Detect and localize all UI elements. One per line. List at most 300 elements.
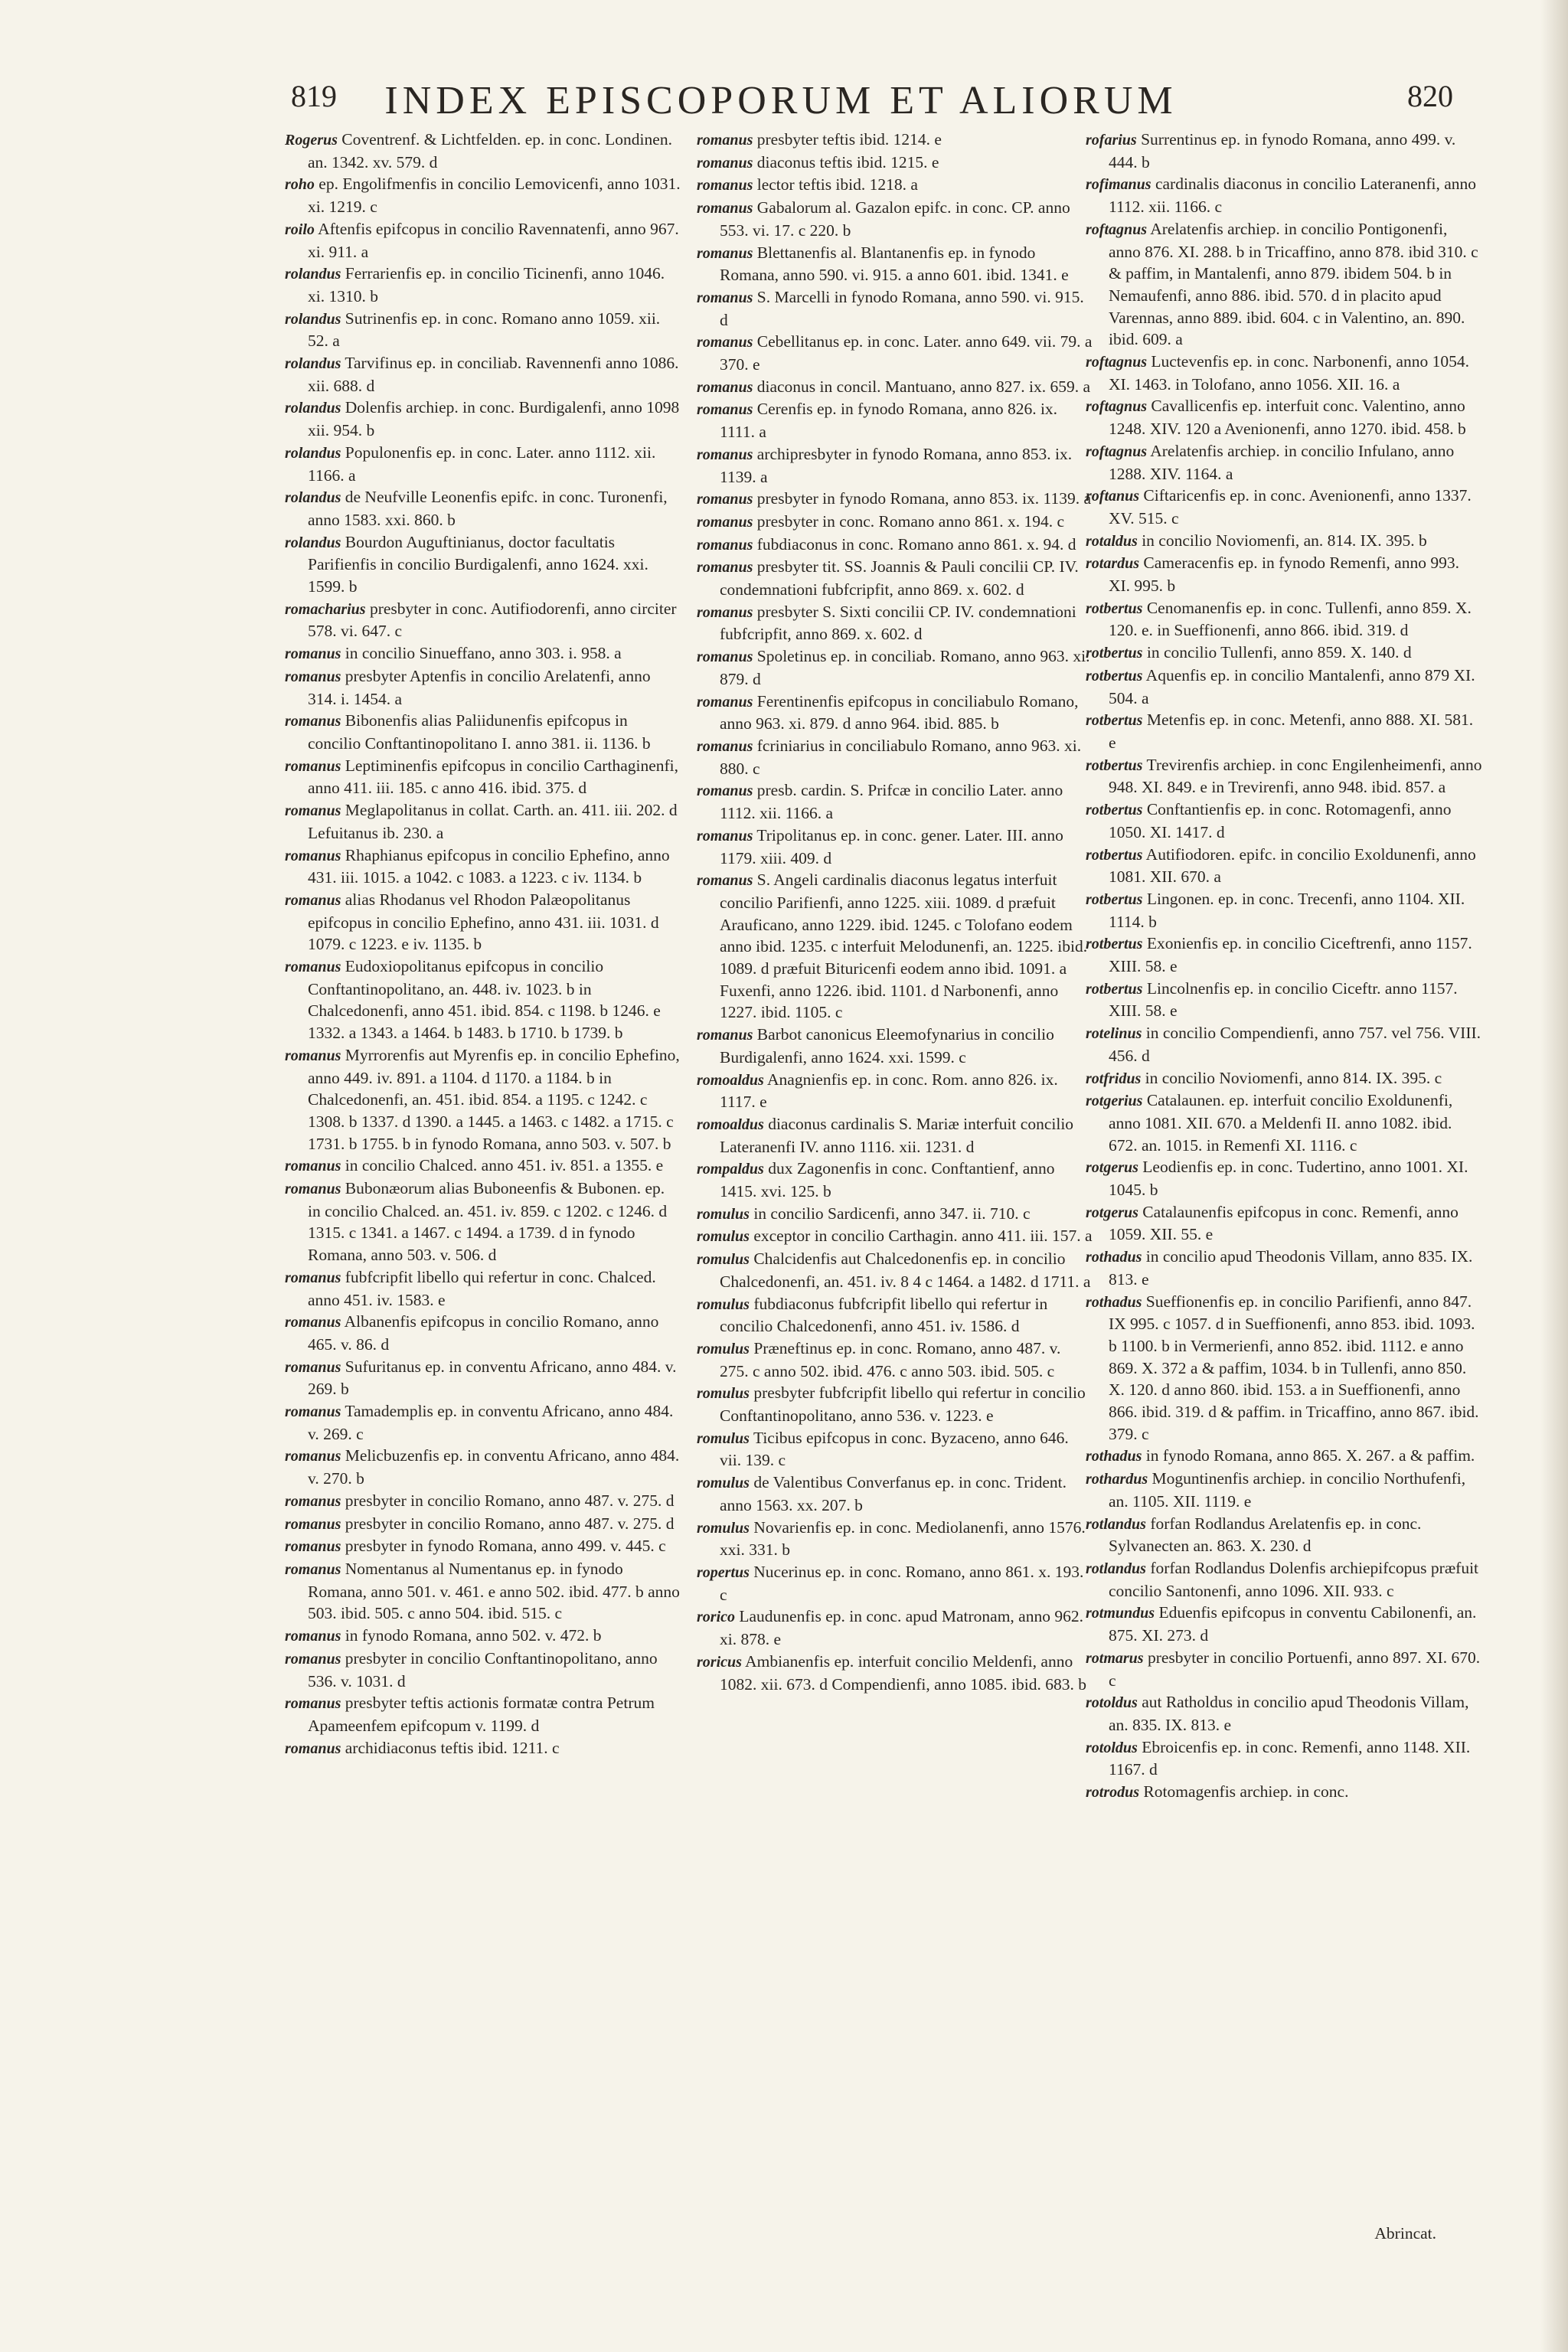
entry-text: alias Rhodanus vel Rhodon Palæopolitanus epifcopus in concilio Ephefino, anno 431. iii. 1031. d 1079. c 1223. e iv. 1135. b (308, 890, 659, 954)
entry-headword: rolandus (285, 444, 341, 462)
index-entry (285, 486, 681, 531)
entry-headword: romanus (285, 1515, 341, 1533)
entry-text: exceptor in concilio Carthagin. anno 411. iii. 157. a (753, 1227, 1093, 1246)
running-header: INDEX EPISCOPORUM ET ALIORUM (384, 79, 1178, 122)
index-entry (285, 956, 681, 1044)
index-entry (697, 1338, 1093, 1382)
entry-headword: romanus (285, 1158, 341, 1175)
index-entry (285, 598, 681, 642)
index-entry (1086, 552, 1482, 596)
entry-headword: romanus (697, 536, 753, 554)
entry-text: Ticibus epifcopus in conc. Byzaceno, anno 646. vii. 139. c (720, 1428, 1069, 1470)
entry-text: S. Angeli cardinalis diaconus legatus interfuit concilio Parifienfi, anno 1225. xiii. 1089. d præfuit Arauficano, anno 1229. ibid. 1245. c Tolofano eodem anno ibid. 1235. c interfuit Melodunenfi, an. 1225. ibid. 1089. d præfuit Bituricenfi eodem anno ibid. 1091. a Fuxenfi, anno 1226. ibid. 1101. d Narbonenfi, anno 1227. ibid. 1105. c (720, 871, 1088, 1022)
entry-headword: romanus (697, 177, 753, 194)
index-entry (1086, 1602, 1482, 1646)
index-entry (285, 397, 681, 441)
entry-headword: roftanus (1086, 488, 1140, 505)
entry-headword: romulus (697, 1205, 750, 1223)
entry-headword: romoaldus (697, 1116, 764, 1133)
index-entry (285, 1155, 681, 1178)
entry-headword: romanus (285, 802, 341, 820)
index-entry (285, 1445, 681, 1489)
entry-headword: rolandus (285, 534, 341, 551)
index-column-2 (697, 129, 1093, 1695)
index-entry (697, 1293, 1093, 1338)
index-entry (285, 1535, 681, 1558)
entry-headword: rotbertus (1086, 599, 1143, 617)
entry-headword: ropertus (697, 1564, 750, 1581)
entry-text: S. Marcelli in fynodo Romana, anno 590. vi. 915. d (720, 287, 1084, 329)
entry-text: Cenomanenfis ep. in conc. Tullenfi, anno 859. X. 120. e. in Sueffionenfi, anno 866. ibid. 319. d (1109, 598, 1472, 640)
entry-headword: rotgerus (1086, 1159, 1138, 1177)
entry-headword: romanus (697, 603, 753, 621)
index-entry (1086, 1089, 1482, 1156)
entry-text: Nucerinus ep. in conc. Romano, anno 861. x. 193. c (720, 1563, 1084, 1604)
entry-headword: romanus (285, 1448, 341, 1465)
index-entry (697, 197, 1093, 241)
index-entry (697, 735, 1093, 779)
index-entry (1086, 978, 1482, 1022)
index-entry (1086, 754, 1482, 799)
entry-text: Metenfis ep. in conc. Metenfi, anno 888. XI. 581. e (1109, 710, 1474, 752)
entry-text: presbyter in concilio Conftantinopolitano, anno 536. v. 1031. d (308, 1648, 658, 1690)
entry-text: presbyter in concilio Portuenfi, anno 897. XI. 670. c (1109, 1648, 1481, 1690)
index-column-3 (1086, 129, 1482, 1804)
entry-text: Nomentanus al Numentanus ep. in fynodo Romana, anno 501. v. 461. e anno 502. ibid. 477. b anno 503. ibid. 505. c anno 504. ibid. 515. c (308, 1560, 680, 1623)
index-entry (1086, 1736, 1482, 1781)
entry-headword: romanus (285, 645, 341, 663)
index-entry (285, 263, 681, 307)
index-entry (1086, 1513, 1482, 1557)
index-entry (285, 352, 681, 397)
entry-headword: romanus (697, 132, 753, 149)
entry-headword: rotgerius (1086, 1093, 1143, 1110)
entry-text: dux Zagonenfis in conc. Conftantienf, anno 1415. xvi. 125. b (720, 1159, 1055, 1201)
entry-headword: romanus (285, 668, 341, 685)
entry-text: Spoletinus ep. in conciliab. Romano, anno 963. xi. 879. d (720, 647, 1090, 688)
index-entry (697, 1113, 1093, 1158)
index-entry (285, 129, 681, 173)
entry-text: Leodienfis ep. in conc. Tudertino, anno 1001. XI. 1045. b (1109, 1158, 1468, 1200)
index-entry (697, 1248, 1093, 1292)
entry-text: fcriniarius in conciliabulo Romano, anno 963. xi. 880. c (720, 736, 1082, 778)
index-entry (1086, 530, 1482, 553)
index-entry (1086, 395, 1482, 439)
index-entry (697, 488, 1093, 511)
index-entry (285, 1356, 681, 1400)
entry-headword: romanus (285, 1561, 341, 1578)
entry-text: Luctevenfis ep. in conc. Narbonenfi, anno 1054. XI. 1463. in Tolofano, anno 1056. XII. 16. a (1109, 352, 1469, 394)
entry-headword: rotrodus (1086, 1784, 1140, 1802)
entry-text: Coventrenf. & Lichtfelden. ep. in conc. Londinen. an. 1342. xv. 579. d (308, 130, 672, 172)
entry-headword: romanus (697, 559, 753, 577)
index-entry (285, 799, 681, 844)
entry-text: Cerenfis ep. in fynodo Romana, anno 826. ix. 1111. a (720, 400, 1058, 442)
index-entry (697, 242, 1093, 286)
entry-text: Eduenfis epifcopus in conventu Cabilonenfi, an. 875. XI. 273. d (1109, 1603, 1477, 1645)
entry-headword: roricus (697, 1653, 742, 1671)
index-entry (697, 1382, 1093, 1426)
entry-headword: rolandus (285, 400, 341, 417)
index-entry (1086, 1781, 1482, 1804)
entry-headword: romanus (697, 737, 753, 755)
entry-headword: romanus (285, 757, 341, 775)
index-entry (697, 1472, 1093, 1516)
page-edge (1540, 0, 1568, 2352)
entry-headword: romanus (285, 1403, 341, 1421)
entry-headword: rotardus (1086, 555, 1140, 573)
entry-text: in concilio Sardicenfi, anno 347. ii. 710. c (753, 1204, 1031, 1223)
entry-text: fubfcripfit libello qui refertur in conc. Chalced. anno 451. iv. 1583. e (308, 1267, 656, 1309)
index-entry (697, 1651, 1093, 1695)
entry-text: aut Ratholdus in concilio apud Theodonis Villam, an. 835. IX. 813. e (1109, 1693, 1469, 1734)
entry-headword: rotbertus (1086, 756, 1143, 774)
entry-headword: romanus (285, 1650, 341, 1668)
entry-text: presbyter tit. SS. Joannis & Pauli concilii CP. IV. condemnationi fubfcripfit, anno 869. x. 602. d (720, 557, 1079, 599)
index-entry (697, 601, 1093, 645)
entry-headword: rotlandus (1086, 1560, 1146, 1577)
index-entry (697, 129, 1093, 152)
entry-headword: romanus (697, 200, 753, 217)
entry-headword: rotbertus (1086, 890, 1143, 908)
index-entry (697, 556, 1093, 600)
entry-headword: romanus (285, 1314, 341, 1331)
entry-text: Ambianenfis ep. interfuit concilio Meldenfi, anno 1082. xii. 673. d Compendienfi, anno 1085. ibid. 683. b (720, 1651, 1086, 1694)
entry-text: Anagnienfis ep. in conc. Rom. anno 826. ix. 1117. e (720, 1070, 1058, 1112)
entry-text: cardinalis diaconus in concilio Lateranenfi, anno 1112. xii. 1166. c (1109, 175, 1477, 217)
index-entry (697, 645, 1093, 690)
left-page-number: 819 (291, 79, 337, 113)
entry-headword: roftagnus (1086, 443, 1148, 460)
entry-text: lector teftis ibid. 1218. a (756, 175, 918, 194)
index-entry (285, 308, 681, 352)
entry-text: Meglapolitanus in collat. Carth. an. 411. iii. 202. d Lefuitanus ib. 230. a (308, 801, 678, 842)
entry-headword: rorico (697, 1609, 735, 1626)
entry-headword: rompaldus (697, 1161, 764, 1178)
index-entry (1086, 1246, 1482, 1290)
entry-headword: romanus (697, 491, 753, 508)
index-entry (1086, 1201, 1482, 1246)
entry-headword: roftagnus (1086, 220, 1148, 238)
entry-headword: rolandus (285, 355, 341, 373)
entry-text: in fynodo Romana, anno 865. X. 267. a & paffim. (1145, 1446, 1475, 1465)
entry-text: diaconus cardinalis S. Mariæ interfuit concilio Lateranenfi IV. anno 1116. xii. 1231. d (720, 1114, 1074, 1156)
entry-headword: romulus (697, 1251, 750, 1269)
entry-text: presbyter in conc. Romano anno 861. x. 194. c (756, 511, 1064, 531)
entry-headword: rotoldus (1086, 1739, 1138, 1756)
entry-text: in concilio Tullenfi, anno 859. X. 140. d (1146, 643, 1412, 662)
entry-text: Tarvifinus ep. in conciliab. Ravennenfi anno 1086. xii. 688. d (308, 354, 679, 395)
index-entry (1086, 799, 1482, 843)
index-entry (285, 173, 681, 217)
entry-headword: roho (285, 176, 315, 194)
entry-headword: romanus (285, 1740, 341, 1757)
index-entry (1086, 129, 1482, 173)
entry-text: Ferentinenfis epifcopus in conciliabulo Romano, anno 963. xi. 879. d anno 964. ibid. 885. b (720, 691, 1079, 733)
entry-headword: rotbertus (1086, 980, 1143, 998)
entry-text: Cebellitanus ep. in conc. Later. anno 649. vii. 79. a 370. e (720, 332, 1093, 374)
index-entry (697, 1225, 1093, 1248)
entry-headword: rotbertus (1086, 712, 1143, 730)
index-entry (1086, 485, 1482, 529)
index-entry (1086, 933, 1482, 977)
entry-headword: romulus (697, 1385, 750, 1403)
entry-text: Blettanenfis al. Blantanenfis ep. in fynodo Romana, anno 590. vi. 915. a anno 601. ibid. 1341. e (720, 243, 1069, 285)
entry-text: Lingonen. ep. in conc. Trecenfi, anno 1104. XII. 1114. b (1109, 889, 1465, 931)
index-entry (1086, 1445, 1482, 1468)
index-entry (697, 1517, 1093, 1561)
index-entry (285, 755, 681, 799)
index-entry (1086, 709, 1482, 753)
index-entry (1086, 1647, 1482, 1691)
entry-text: Lincolnenfis ep. in concilio Ciceftr. anno 1157. XIII. 58. e (1109, 978, 1458, 1021)
index-entry (1086, 888, 1482, 933)
entry-text: Laudunenfis ep. in conc. apud Matronam, anno 962. xi. 878. e (720, 1607, 1083, 1649)
index-entry (697, 1561, 1093, 1606)
entry-text: Gabalorum al. Gazalon epifc. in conc. CP. anno 553. vi. 17. c 220. b (720, 198, 1070, 240)
index-entry (285, 442, 681, 486)
entry-text: presb. cardin. S. Prifcæ in concilio Later. anno 1112. xii. 1166. a (720, 781, 1063, 823)
entry-text: Sufuritanus ep. in conventu Africano, anno 484. v. 269. b (308, 1357, 677, 1399)
entry-headword: roftagnus (1086, 354, 1148, 371)
entry-text: Rotomagenfis archiep. in conc. (1143, 1782, 1349, 1802)
entry-headword: rofimanus (1086, 176, 1152, 194)
index-entry (697, 331, 1093, 375)
entry-text: diaconus in concil. Mantuano, anno 827. ix. 659. a (756, 377, 1091, 396)
entry-headword: romulus (697, 1295, 750, 1313)
entry-headword: rothardus (1086, 1471, 1148, 1488)
index-entry (285, 1490, 681, 1513)
entry-text: presbyter in fynodo Romana, anno 853. ix. 1139. a (756, 489, 1092, 508)
entry-text: presbyter in concilio Romano, anno 487. v. 275. d (345, 1514, 675, 1533)
index-entry (285, 1044, 681, 1155)
index-entry (697, 286, 1093, 331)
entry-text: in concilio Sinueffano, anno 303. i. 958. a (345, 644, 622, 663)
entry-text: Melicbuzenfis ep. in conventu Africano, anno 484. v. 270. b (308, 1446, 680, 1488)
index-entry (1086, 1067, 1482, 1090)
entry-headword: romanus (285, 1047, 341, 1064)
index-entry (285, 1178, 681, 1266)
entry-headword: romanus (697, 334, 753, 351)
entry-headword: Rogerus (285, 132, 338, 149)
index-entry (285, 218, 681, 263)
entry-text: archidiaconus teftis ibid. 1211. c (345, 1738, 560, 1757)
index-entry (1086, 173, 1482, 217)
index-entry (1086, 1156, 1482, 1200)
entry-headword: romanus (697, 827, 753, 844)
entry-text: Aquenfis ep. in concilio Mantalenfi, anno 879 XI. 504. a (1109, 665, 1475, 707)
entry-text: Arelatenfis archiep. in concilio Pontigonenfi, anno 876. XI. 288. b in Tricaffino, anno 878. ibid 310. c & paffim, in Mantalenfi, anno 879. ibidem 504. b in Nemaufenfi, anno 886. ibid. 570. d in placito apud Varennas, anno 889. ibid. 604. c in Valentino, an. 890. ibid. 609. a (1109, 219, 1478, 349)
index-entry (285, 1400, 681, 1445)
index-entry (285, 844, 681, 889)
entry-headword: romanus (285, 847, 341, 864)
entry-text: Catalaunen. ep. interfuit concilio Exoldunenfi, anno 1081. XII. 670. a Meldenfi II. anno 1082. ibid. 672. an. 1015. in Remenfi XI. 1116. c (1109, 1091, 1453, 1155)
entry-text: Tamademplis ep. in conventu Africano, anno 484. v. 269. c (308, 1402, 674, 1443)
entry-headword: romanus (697, 782, 753, 800)
index-entry (697, 174, 1093, 197)
entry-text: Aftenfis epifcopus in concilio Ravennatenfi, anno 967. xi. 911. a (308, 219, 679, 261)
index-entry (697, 152, 1093, 175)
entry-text: in concilio Noviomenfi, anno 814. IX. 395. c (1145, 1068, 1442, 1087)
index-entry (697, 534, 1093, 557)
entry-text: Tripolitanus ep. in conc. gener. Later. III. anno 1179. xiii. 409. d (720, 825, 1063, 867)
index-entry (285, 642, 681, 665)
entry-headword: rotbertus (1086, 846, 1143, 864)
catchword: Abrincat. (1374, 2224, 1436, 2243)
entry-headword: rothadus (1086, 1249, 1142, 1266)
entry-headword: rothadus (1086, 1293, 1142, 1311)
entry-headword: rotaldus (1086, 532, 1138, 550)
entry-text: Barbot canonicus Eleemofynarius in concilio Burdigalenfi, anno 1624. xxi. 1599. c (720, 1025, 1054, 1067)
entry-headword: romanus (697, 154, 753, 172)
entry-headword: rofarius (1086, 132, 1137, 149)
entry-text: Ebroicenfis ep. in conc. Remenfi, anno 1148. XII. 1167. d (1109, 1737, 1471, 1779)
entry-headword: romulus (697, 1519, 750, 1537)
entry-text: presbyter teftis actionis formatæ contra Petrum Apameenfem epifcopum v. 1199. d (308, 1694, 655, 1735)
index-entry (285, 1266, 681, 1311)
index-entry (285, 1625, 681, 1648)
entry-text: Leptiminenfis epifcopus in concilio Carthaginenfi, anno 411. iii. 185. c anno 416. ibid. 375. d (308, 756, 679, 798)
entry-headword: romanus (697, 289, 753, 306)
entry-text: Exonienfis ep. in concilio Ciceftrenfi, anno 1157. XIII. 58. e (1109, 934, 1472, 976)
entry-headword: romanus (697, 872, 753, 890)
entry-headword: rotbertus (1086, 936, 1143, 953)
entry-headword: romanus (285, 891, 341, 909)
entry-headword: romanus (697, 244, 753, 262)
entry-text: Surrentinus ep. in fynodo Romana, anno 499. v. 444. b (1109, 130, 1456, 172)
entry-text: fubdiaconus in conc. Romano anno 861. x. 94. d (756, 534, 1076, 554)
entry-headword: rotbertus (1086, 667, 1143, 684)
entry-headword: romanus (697, 401, 753, 419)
index-entry (1086, 665, 1482, 709)
entry-headword: romanus (285, 1181, 341, 1198)
entry-headword: romanus (285, 1358, 341, 1376)
index-entry (697, 779, 1093, 824)
index-entry (697, 1203, 1093, 1226)
entry-headword: rotbertus (1086, 645, 1143, 662)
index-entry (697, 1427, 1093, 1472)
entry-headword: romanus (285, 1695, 341, 1713)
entry-headword: rotoldus (1086, 1694, 1138, 1712)
entry-text: Populonenfis ep. in conc. Later. anno 1112. xii. 1166. a (308, 443, 656, 485)
index-entry (1086, 1022, 1482, 1067)
entry-text: Trevirenfis archiep. in conc Engilenheimenfi, anno 948. XI. 849. e in Trevirenfi, anno 948. ibid. 857. a (1109, 755, 1482, 797)
index-entry (1086, 218, 1482, 351)
index-entry (1086, 597, 1482, 642)
entry-headword: romanus (285, 1628, 341, 1645)
entry-headword: rotbertus (1086, 802, 1143, 819)
entry-headword: roftagnus (1086, 398, 1148, 416)
entry-text: ep. Engolifmenfis in concilio Lemovicenfi, anno 1031. xi. 1219. c (308, 175, 681, 217)
index-entry (285, 1737, 681, 1760)
index-entry (697, 1069, 1093, 1113)
index-entry (285, 531, 681, 598)
entry-headword: rotelinus (1086, 1025, 1142, 1043)
entry-text: fubdiaconus fubfcripfit libello qui refertur in concilio Chalcedonenfi, anno 451. iv. 1586. d (720, 1294, 1048, 1336)
entry-headword: romanus (285, 713, 341, 730)
entry-text: Præneftinus ep. in conc. Romano, anno 487. v. 275. c anno 502. ibid. 476. c anno 503. ibid. 505. c (720, 1338, 1061, 1380)
entry-headword: romanus (285, 1538, 341, 1556)
entry-text: in concilio Chalced. anno 451. iv. 851. a 1355. e (345, 1156, 664, 1175)
index-entry (285, 889, 681, 956)
entry-headword: romanus (285, 959, 341, 976)
entry-text: Ciftaricenfis ep. in conc. Avenionenfi, anno 1337. XV. 515. c (1109, 486, 1472, 528)
index-entry (285, 1558, 681, 1625)
entry-text: Cameracenfis ep. in fynodo Remenfi, anno 993. XI. 995. b (1109, 554, 1459, 596)
entry-text: Cavallicenfis ep. interfuit conc. Valentino, anno 1248. XIV. 120 a Avenionenfi, anno 1270. ibid. 458. b (1109, 397, 1466, 439)
entry-headword: romulus (697, 1475, 750, 1492)
entry-headword: romanus (285, 1269, 341, 1286)
entry-text: archipresbyter in fynodo Romana, anno 853. ix. 1139. a (720, 444, 1073, 486)
index-entry (697, 691, 1093, 735)
index-entry (1086, 642, 1482, 665)
entry-headword: rolandus (285, 489, 341, 507)
index-entry (285, 1692, 681, 1736)
index-entry (285, 665, 681, 710)
entry-text: forfan Rodlandus Dolenfis archiepifcopus præfuit concilio Santonenfi, anno 1096. XII. 933. c (1109, 1559, 1479, 1600)
index-entry (697, 825, 1093, 869)
index-entry (697, 869, 1093, 1024)
entry-headword: romacharius (285, 600, 366, 618)
entry-text: presbyter teftis ibid. 1214. e (756, 130, 942, 149)
entry-headword: romanus (697, 513, 753, 531)
entry-headword: romanus (697, 648, 753, 666)
index-entry (285, 1311, 681, 1355)
entry-text: presbyter S. Sixti concilii CP. IV. condemnationi fubfcripfit, anno 869. x. 602. d (720, 602, 1076, 644)
index-entry (285, 1648, 681, 1692)
entry-headword: rotfridus (1086, 1070, 1142, 1087)
entry-headword: romanus (697, 378, 753, 396)
entry-text: Bubonæorum alias Buboneenfis & Bubonen. ep. in concilio Chalced. an. 451. iv. 859. c 1202. c 1246. d 1315. c 1341. a 1467. c 1494. a 1739. d in fynodo Romana, anno 503. v. 506. d (308, 1179, 668, 1265)
entry-text: Rhaphianus epifcopus in concilio Ephefino, anno 431. iii. 1015. a 1042. c 1083. a 1223. c iv. 1134. b (308, 845, 670, 887)
entry-headword: rothadus (1086, 1448, 1142, 1465)
entry-text: Catalaunenfis epifcopus in conc. Remenfi, anno 1059. XII. 55. e (1109, 1202, 1459, 1244)
entry-headword: rolandus (285, 310, 341, 328)
entry-text: Ferrarienfis ep. in concilio Ticinenfi, anno 1046. xi. 1310. b (308, 264, 665, 305)
entry-headword: romanus (697, 693, 753, 710)
entry-text: Arelatenfis archiep. in concilio Infulano, anno 1288. XIV. 1164. a (1109, 441, 1455, 483)
right-page-number: 820 (1407, 79, 1453, 113)
entry-text: Sutrinenfis ep. in conc. Romano anno 1059. xii. 52. a (308, 309, 661, 351)
index-entry (697, 443, 1093, 488)
index-entry (1086, 1691, 1482, 1736)
entry-headword: romoaldus (697, 1071, 764, 1089)
entry-text: Autifiodoren. epifc. in concilio Exoldunenfi, anno 1081. XII. 670. a (1109, 844, 1476, 887)
entry-text: de Neufville Leonenfis epifc. in conc. Turonenfi, anno 1583. xxi. 860. b (308, 488, 668, 529)
entry-text: Bibonenfis alias Paliidunenfis epifcopus in concilio Conftantinopolitano I. anno 381. ii. 1136. b (308, 711, 651, 753)
index-entry (1086, 1468, 1482, 1512)
entry-text: presbyter Aptenfis in concilio Arelatenfi, anno 314. i. 1454. a (308, 666, 651, 708)
index-entry (285, 1513, 681, 1536)
entry-text: Bourdon Auguftinianus, doctor facultatis Parifienfis in concilio Burdigalenfi, anno 1624. xxi. 1599. b (308, 532, 648, 596)
entry-text: Sueffionenfis ep. in concilio Parifienfi, anno 847. IX 995. c 1057. d in Sueffionenfi, anno 853. ibid. 1093. b 1100. b in Vermerienfi, anno 852. ibid. 1112. e anno 869. X. 372 a & paffim, 1034. b in Tullenfi, anno 850. X. 120. d anno 860. ibid. 153. a in Sueffionenfi, anno 866. ibid. 319. d & paffim. in Tricaffino, anno 867. ibid. 379. c (1109, 1292, 1479, 1443)
entry-headword: romulus (697, 1228, 750, 1246)
entry-headword: rolandus (285, 266, 341, 283)
entry-text: presbyter in concilio Romano, anno 487. v. 275. d (345, 1491, 675, 1510)
entry-text: Dolenfis archiep. in conc. Burdigalenfi, anno 1098 xii. 954. b (308, 398, 680, 440)
entry-text: in fynodo Romana, anno 502. v. 472. b (345, 1626, 602, 1645)
index-entry (285, 710, 681, 754)
entry-text: Chalcidenfis aut Chalcedonenfis ep. in concilio Chalcedonenfi, an. 451. iv. 8 4 c 1464. a 1482. d 1711. a (720, 1250, 1091, 1291)
index-entry (1086, 844, 1482, 888)
index-entry (697, 1606, 1093, 1650)
index-entry (1086, 1557, 1482, 1602)
entry-text: forfan Rodlandus Arelatenfis ep. in conc. Sylvanecten an. 863. X. 230. d (1109, 1514, 1422, 1556)
entry-text: presbyter in fynodo Romana, anno 499. v. 445. c (345, 1537, 666, 1556)
entry-text: in concilio apud Theodonis Villam, anno 835. IX. 813. e (1109, 1247, 1473, 1289)
index-entry (697, 511, 1093, 534)
entry-headword: rotgerus (1086, 1204, 1138, 1221)
